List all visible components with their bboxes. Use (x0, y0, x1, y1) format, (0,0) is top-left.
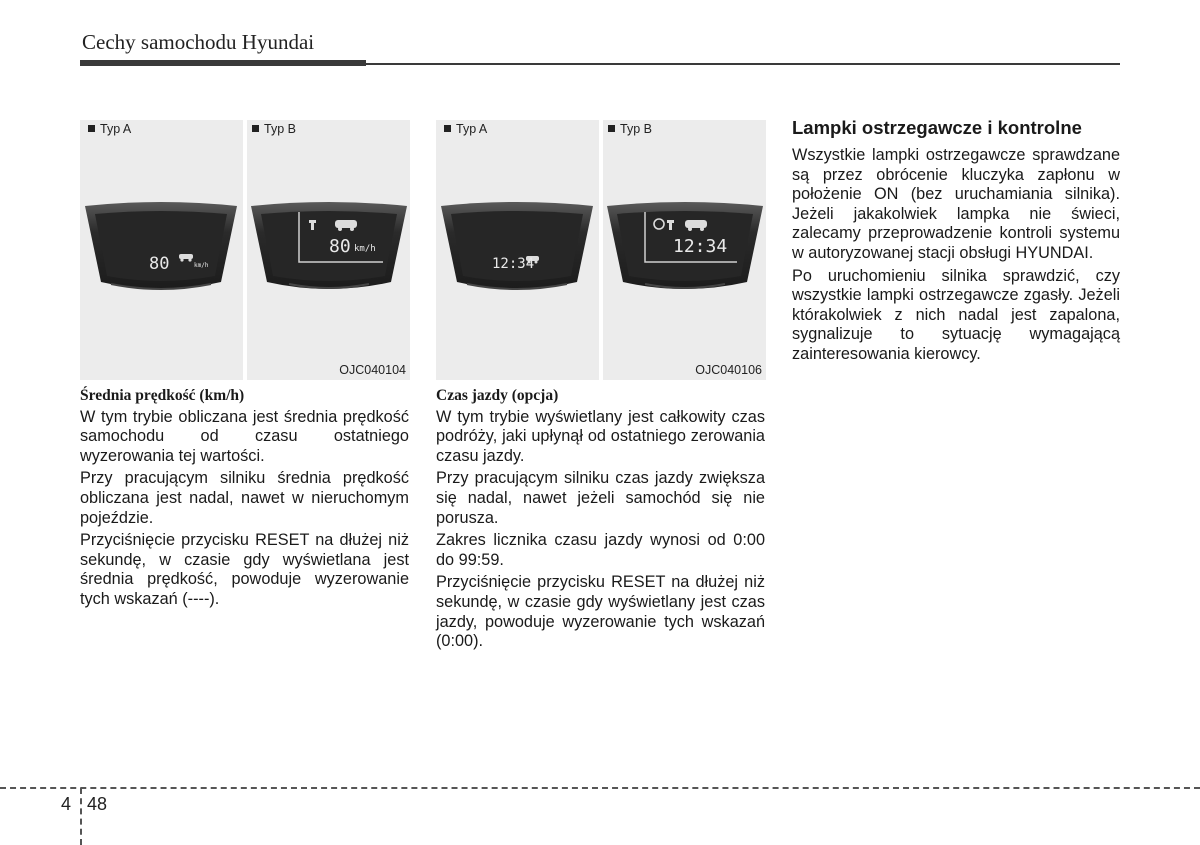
lcd-time-value: 12:34 (673, 236, 728, 257)
paragraph: Zakres licznika czasu jazdy wynosi od 0:00 do 99:59. (436, 531, 765, 569)
figure-divider (243, 120, 247, 380)
section-title: Czas jazdy (opcja) (436, 387, 559, 404)
figure-divider (599, 120, 603, 380)
cluster-screen-icon (81, 200, 241, 296)
cluster-display-type-b (605, 200, 765, 296)
paragraph: Przyciśnięcie przycisku RESET na dłużej niż sekundę, w czasie gdy wyświetlany jest czas jazdy, powoduje wyzerowanie tych wskazań (0:00). (436, 573, 765, 651)
paragraph: Przy pracującym silniku średnia prędkość obliczana jest nadal, nawet w nieruchomym pojeździe. (80, 469, 409, 527)
avg-speed-figure (80, 120, 410, 380)
lcd-speed-unit: km/h (194, 262, 209, 269)
page-header-title: Cechy samochodu Hyundai (82, 30, 315, 54)
avg-speed-section (80, 386, 409, 613)
header-rule-thin (366, 63, 1120, 65)
drive-time-figure (436, 120, 766, 380)
paragraph: Przy pracującym silniku czas jazdy zwiększa się nadal, nawet jeżeli samochód się nie porusza. (436, 469, 765, 527)
cluster-display-type-b (249, 200, 409, 296)
figure-code: OJC040104 (339, 363, 406, 377)
section-title: Lampki ostrzegawcze i kontrolne (792, 117, 1082, 138)
square-bullet-icon (252, 125, 259, 132)
lcd-speed-value: 80 (149, 254, 170, 274)
type-b-label: Typ B (608, 122, 652, 136)
type-a-label: Typ A (88, 122, 131, 136)
footer-dashed-rule (0, 787, 1200, 789)
chapter-number: 4 (61, 794, 72, 814)
paragraph: Wszystkie lampki ostrzegawcze sprawdzane są przez obrócenie kluczyka zapłonu w położenie ON (bez uruchamiania silnika). Jeżeli jakakolwiek lampka nie świeci, zalecamy przeprowadzenie kontroli systemu w autoryzowanej stacji obsługi HYUNDAI. (792, 146, 1120, 262)
paragraph: Przyciśnięcie przycisku RESET na dłużej niż sekundę, w czasie gdy wyświetlana jest średnia prędkość, powoduje wyzerowanie tych wskazań (----). (80, 531, 409, 608)
cluster-display-type-a (437, 200, 597, 296)
lcd-speed-unit: km/h (354, 244, 376, 254)
paragraph: W tym trybie wyświetlany jest całkowity czas podróży, jaki upłynął od ostatniego zerowania czasu jazdy. (436, 407, 765, 465)
lcd-speed-value: 80 (329, 236, 351, 257)
footer-dashed-divider (80, 788, 82, 845)
section-title: Średnia prędkość (km/h) (80, 387, 245, 404)
square-bullet-icon (608, 125, 615, 132)
cluster-display-type-a (81, 200, 241, 296)
square-bullet-icon (88, 125, 95, 132)
type-b-label: Typ B (252, 122, 296, 136)
warning-lights-section (792, 117, 1120, 368)
type-a-label: Typ A (444, 122, 487, 136)
cluster-screen-icon (437, 200, 597, 296)
header-rule-thick (80, 60, 366, 66)
page-number: 48 (87, 794, 108, 814)
paragraph: Po uruchomieniu silnika sprawdzić, czy wszystkie lampki ostrzegawcze zgasły. Jeżeli którakolwiek z nich nadal jest zapalona, sygnalizuje to sytuację wymagającą zainteresowania kierowcy. (792, 266, 1120, 363)
figure-code: OJC040106 (695, 363, 762, 377)
square-bullet-icon (444, 125, 451, 132)
drive-time-section (436, 386, 765, 655)
paragraph: W tym trybie obliczana jest średnia prędkość samochodu od czasu ostatniego wyzerowania tej wartości. (80, 407, 409, 465)
lcd-time-value: 12:34 (492, 256, 535, 272)
